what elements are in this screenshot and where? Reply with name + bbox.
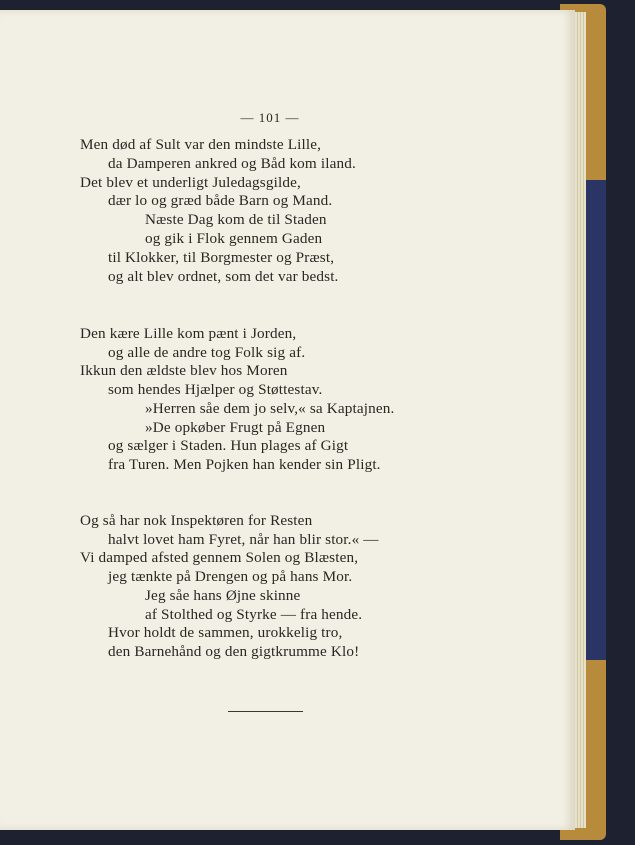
poem-line: og sælger i Staden. Hun plages af Gigt xyxy=(108,437,349,454)
poem-line: den Barnehånd og den gigtkrumme Klo! xyxy=(108,643,360,660)
poem-line: Næste Dag kom de til Staden xyxy=(145,211,327,228)
poem-line: halvt lovet ham Fyret, når han blir stor.« — xyxy=(108,531,379,548)
poem-line: »De opkøber Frugt på Egnen xyxy=(145,419,326,436)
poem-line: og alt blev ordnet, som det var bedst. xyxy=(108,268,339,285)
poem-line: da Damperen ankred og Båd kom iland. xyxy=(108,155,356,172)
poem-line: Vi damped afsted gennem Solen og Blæsten, xyxy=(80,549,359,566)
poem-line: Ikkun den ældste blev hos Moren xyxy=(80,362,288,379)
page-number: — 101 — xyxy=(240,110,300,125)
poem-line: jeg tænkte på Drengen og på hans Mor. xyxy=(108,568,353,585)
poem-line: dær lo og græd både Barn og Mand. xyxy=(108,192,333,209)
poem-line: Den kære Lille kom pænt i Jorden, xyxy=(80,325,297,342)
poem-line: og alle de andre tog Folk sig af. xyxy=(108,344,306,361)
book-cover-cloth xyxy=(586,180,606,660)
poem-line: »Herren såe dem jo selv,« sa Kaptajnen. xyxy=(145,400,395,417)
poem-line: Men død af Sult var den mindste Lille, xyxy=(80,136,322,153)
poem-line: som hendes Hjælper og Støttestav. xyxy=(108,381,323,398)
poem-line: Jeg såe hans Øjne skinne xyxy=(145,587,301,604)
book-page xyxy=(0,10,575,830)
poem-line: til Klokker, til Borgmester og Præst, xyxy=(108,249,335,266)
poem-line: Det blev et underligt Juledagsgilde, xyxy=(80,174,301,191)
end-rule xyxy=(228,711,303,712)
poem-line: af Stolthed og Styrke — fra hende. xyxy=(145,606,363,623)
poem-line: Hvor holdt de sammen, urokkelig tro, xyxy=(108,624,343,641)
poem-line: fra Turen. Men Pojken han kender sin Pligt. xyxy=(108,456,381,473)
poem-line: Og så har nok Inspektøren for Resten xyxy=(80,512,313,529)
poem-line: og gik i Flok gennem Gaden xyxy=(145,230,323,247)
